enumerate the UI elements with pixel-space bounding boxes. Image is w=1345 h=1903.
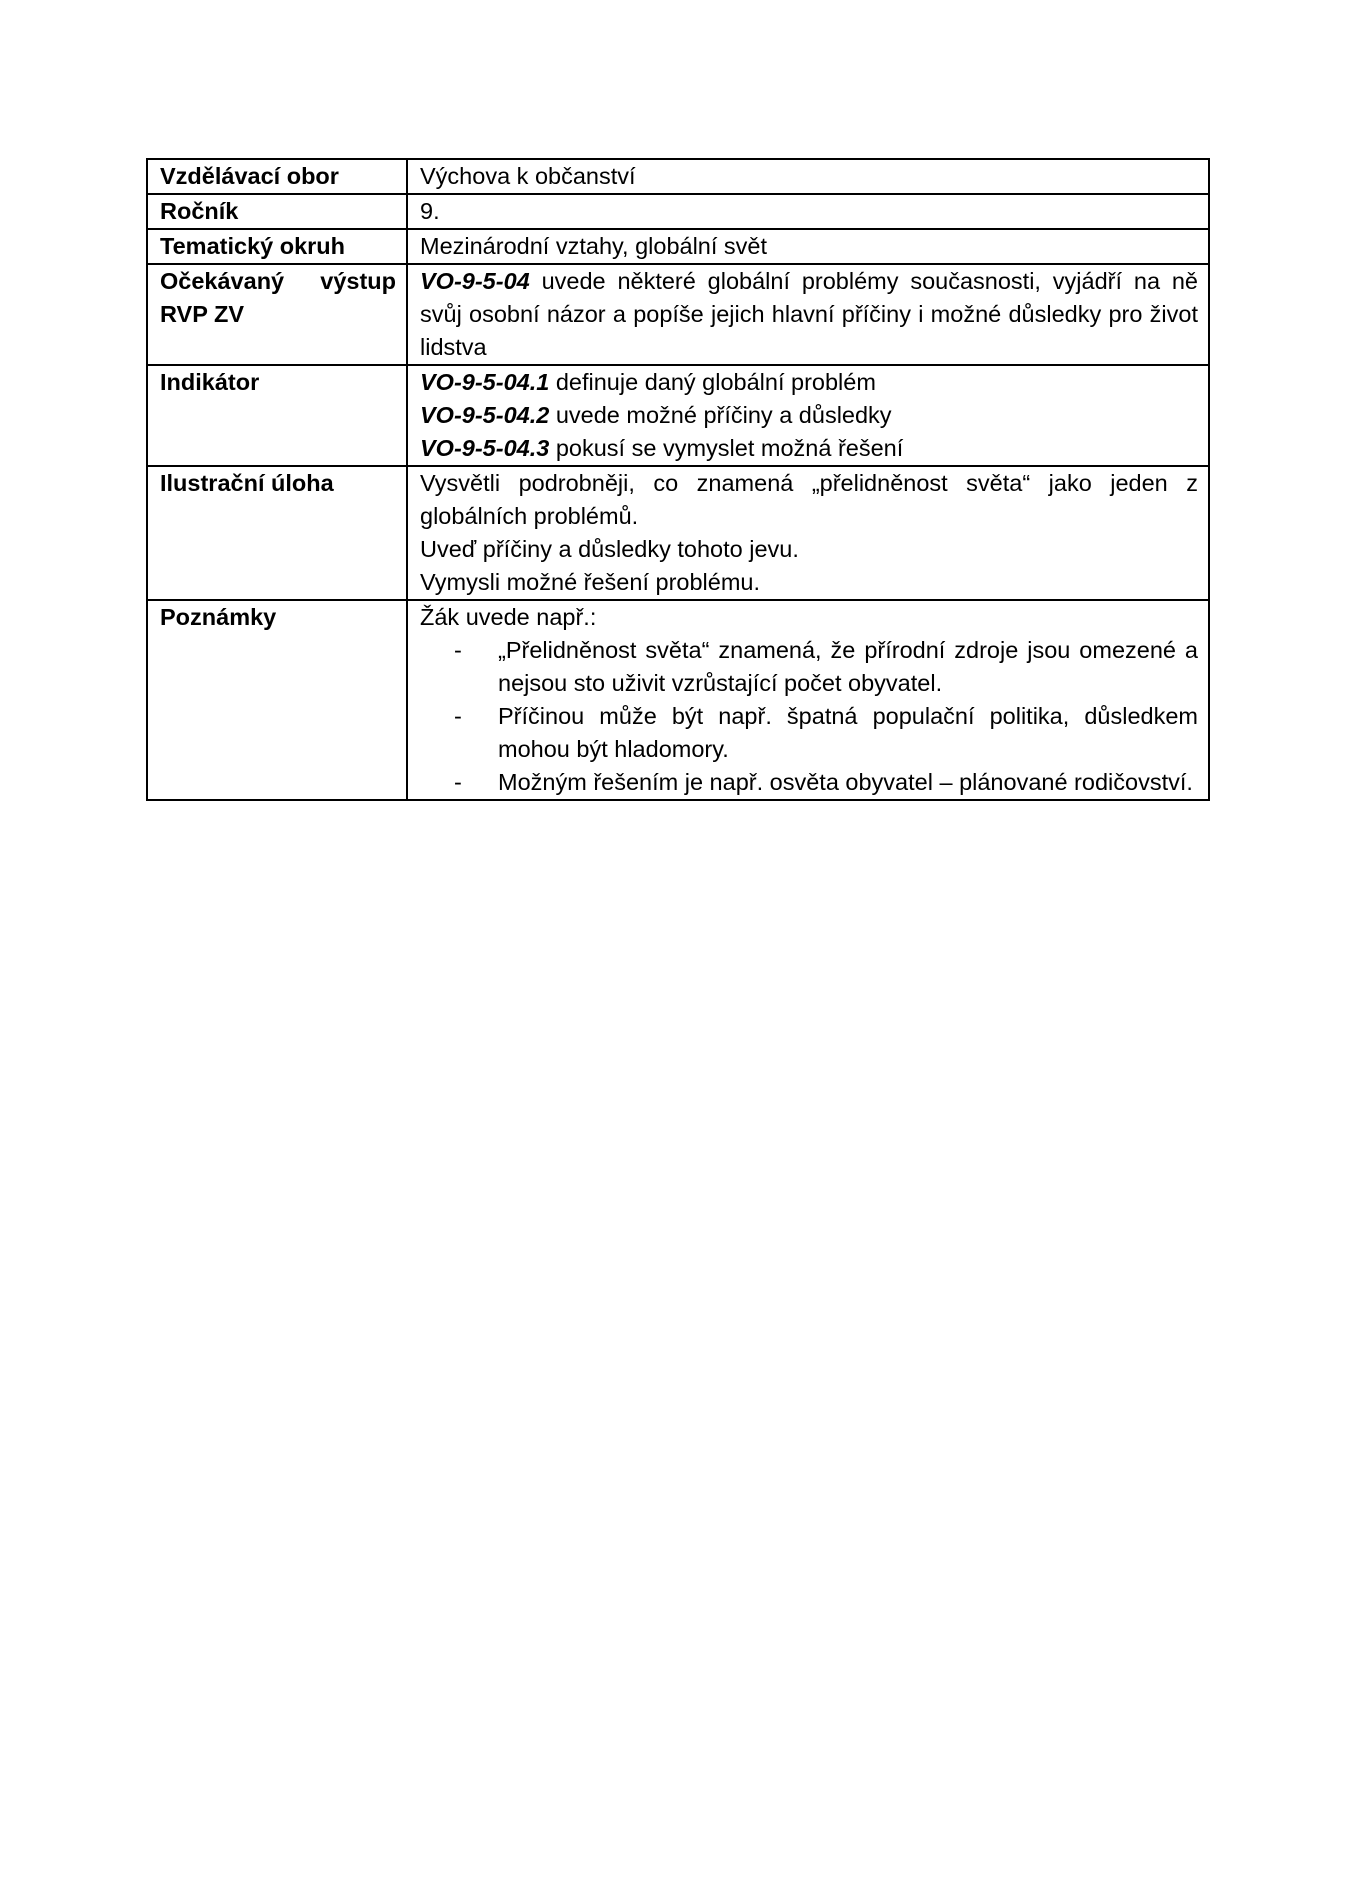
list-item — [454, 766, 1198, 799]
list-item — [454, 700, 1198, 766]
label-outcome-line2: RVP ZV — [160, 301, 245, 327]
note-text: Možným řešením je např. osvěta obyvatel – plánované rodičovství. — [498, 769, 1193, 795]
indicator-code: VO-9-5-04.3 — [420, 435, 550, 461]
label-task: Ilustrační úloha — [147, 466, 407, 600]
label-outcome-word2: výstup — [320, 268, 396, 294]
indicator-item — [420, 366, 1198, 399]
notes-list — [420, 634, 1198, 799]
table-row — [147, 229, 1209, 264]
table-row — [147, 466, 1209, 600]
outcome-text: uvede některé globální problémy současnosti, vyjádří na ně svůj osobní názor a popíše jejich hlavní příčiny i možné důsledky pro život lidstva — [420, 268, 1198, 360]
value-indicator — [407, 365, 1209, 466]
table-row — [147, 600, 1209, 800]
label-outcome — [147, 264, 407, 365]
label-subject: Vzdělávací obor — [147, 159, 407, 194]
table-row — [147, 159, 1209, 194]
indicator-code: VO-9-5-04.1 — [420, 369, 550, 395]
value-task — [407, 466, 1209, 600]
indicator-text: uvede možné příčiny a důsledky — [549, 402, 892, 428]
label-indicator: Indikátor — [147, 365, 407, 466]
indicator-text: pokusí se vymyslet možná řešení — [549, 435, 904, 461]
note-text: Příčinou může být např. špatná populační politika, důsledkem mohou být hladomory. — [498, 703, 1198, 762]
dash-bullet: - — [454, 703, 462, 729]
indicator-text: definuje daný globální problém — [549, 369, 876, 395]
task-line: Vysvětli podrobněji, co znamená „přelidněnost světa“ jako jeden z globálních problémů. — [420, 470, 1198, 529]
note-text: „Přelidněnost světa“ znamená, že přírodní zdroje jsou omezené a nejsou sto uživit vzrůstající počet obyvatel. — [498, 637, 1198, 696]
label-outcome-line1 — [160, 265, 396, 298]
value-topic: Mezinárodní vztahy, globální svět — [407, 229, 1209, 264]
table-row — [147, 264, 1209, 365]
dash-bullet: - — [454, 769, 462, 795]
value-outcome — [407, 264, 1209, 365]
value-grade: 9. — [407, 194, 1209, 229]
table-row — [147, 365, 1209, 466]
list-item — [454, 634, 1198, 700]
task-line: Uveď příčiny a důsledky tohoto jevu. — [420, 536, 799, 562]
label-notes: Poznámky — [147, 600, 407, 800]
label-outcome-word1: Očekávaný — [160, 268, 285, 294]
indicator-code: VO-9-5-04.2 — [420, 402, 550, 428]
indicator-item — [420, 432, 1198, 465]
label-grade: Ročník — [147, 194, 407, 229]
task-line: Vymysli možné řešení problému. — [420, 569, 761, 595]
value-notes — [407, 600, 1209, 800]
value-subject: Výchova k občanství — [407, 159, 1209, 194]
curriculum-table — [146, 158, 1210, 801]
dash-bullet: - — [454, 637, 462, 663]
indicator-item — [420, 399, 1198, 432]
table-row — [147, 194, 1209, 229]
label-topic: Tematický okruh — [147, 229, 407, 264]
notes-intro: Žák uvede např.: — [420, 604, 597, 630]
outcome-code: VO-9-5-04 — [420, 268, 530, 294]
